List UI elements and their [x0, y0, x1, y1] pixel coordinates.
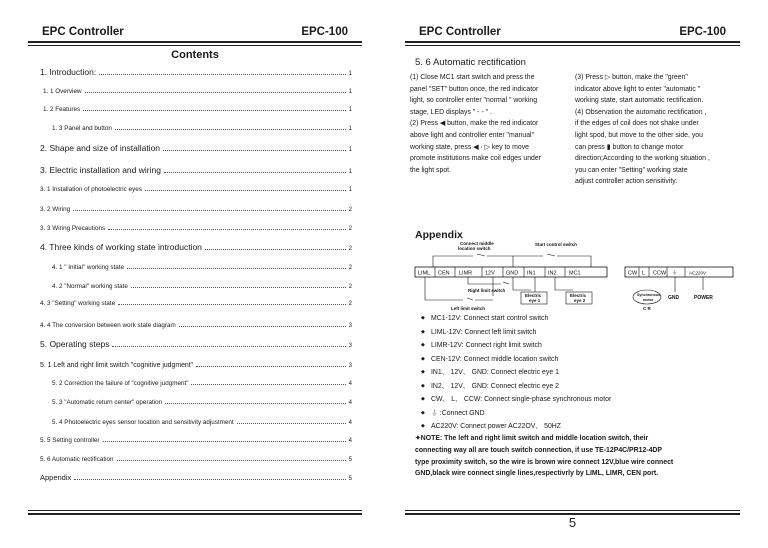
toc-entry-title: 5. 4 Photoelectric eyes sensor location and sensitivity adjustment: [52, 419, 234, 426]
power-label: POWER: [694, 295, 713, 301]
toc-entry-title: 3. 1 Installation of photoelectric eyes: [40, 186, 142, 193]
toc-leader-dots: [85, 86, 346, 93]
toc-entry-page: 2: [348, 226, 352, 232]
eye2-label-2: eye 2: [574, 298, 586, 303]
footer-rule: [28, 513, 362, 515]
gnd-label: GND: [668, 295, 680, 301]
instruction-line: adjust controller action sensitivity.: [575, 178, 678, 186]
instruction-line: if the edges of coil does not shake under: [575, 120, 699, 128]
footer-rule-thin: [28, 510, 362, 511]
toc-entry-title: 1. 3 Panel and button: [52, 125, 112, 132]
wiring-bullet: ◆ IN2、 12V、 GND: Connect electric eye 2: [421, 380, 737, 394]
instruction-line: (1) Close MC1 start switch and press the: [410, 74, 535, 81]
toc-leader-dots: [108, 223, 346, 230]
instruction-line: working state, start automatic rectification.: [575, 97, 704, 105]
instruction-line: promote institutions make coil edges under: [410, 155, 541, 163]
toc-entry-title: 3. 3 Wiring Precautions: [40, 225, 106, 232]
toc-leader-dots: [103, 435, 346, 442]
toc-entry[interactable]: [40, 360, 352, 371]
toc-leader-dots: [115, 123, 346, 130]
toc-entry[interactable]: [40, 378, 352, 389]
instruction-line: above light and controller enter "manual": [410, 131, 535, 139]
header-rule-thin: [405, 45, 740, 46]
toc-entry[interactable]: [40, 143, 352, 154]
toc-entry[interactable]: [40, 67, 352, 78]
toc-entry-title: 1. Introduction:: [40, 67, 97, 77]
toc-entry-title: 1. 2 Features: [43, 106, 81, 113]
instruction-line: working state, press ◀ · ▷ key to move: [410, 143, 529, 151]
toc-entry[interactable]: [40, 435, 352, 446]
toc-leader-dots: [127, 262, 346, 269]
toc-entry-page: 4: [348, 381, 352, 387]
toc-entry-title: 2. Shape and size of installation: [40, 143, 161, 153]
toc-entry-title: 5. Operating steps: [40, 339, 110, 349]
toc-entry-page: 4: [348, 420, 352, 426]
note-line: connecting way all are touch switch connection, if use TE-12P4C/PR12-4DP: [415, 446, 662, 454]
toc-entry-title: 5. 5 Setting controller: [40, 437, 100, 444]
toc-entry[interactable]: [40, 339, 352, 350]
wiring-bullet: ◆ AC220V: Connect power AC22OV、 50HZ: [421, 420, 737, 434]
toc-entry[interactable]: [40, 262, 352, 273]
toc-entry[interactable]: [40, 454, 352, 465]
instruction-line: light, so controller enter "normal " working: [410, 97, 538, 105]
toc-leader-dots: [205, 243, 346, 250]
header-model: EPC-100: [301, 26, 348, 38]
terminal-label: CCW: [653, 270, 667, 277]
wiring-bullet: ◆ ⏚ :Connect GND: [421, 407, 737, 421]
toc-leader-dots: [131, 281, 346, 288]
instruction-line: (2) Press ◀ button, make the red indicator: [410, 120, 539, 128]
toc-leader-dots: [163, 144, 346, 151]
toc-entry-page: 3: [348, 343, 352, 349]
toc-entry-page: 5: [348, 476, 352, 482]
toc-entry-page: 1: [348, 187, 352, 193]
page-number: 5: [568, 515, 577, 530]
toc-entry-title: 3. 2 Wiring: [40, 206, 71, 213]
header-rule: [28, 41, 362, 43]
header-title: EPC Controller: [42, 26, 124, 38]
toc-leader-dots: [117, 454, 346, 461]
toc-entry-page: 1: [348, 126, 352, 132]
motor-label-1: Synchronous: [637, 293, 660, 297]
note-line: type proximity switch, so the wire is brown wire connect 12V,blue wire connect: [415, 458, 674, 466]
instruction-line: the light spot.: [410, 166, 451, 174]
wiring-bullet: ◆ MC1-12V: Connect start control switch: [421, 312, 737, 326]
toc-leader-dots: [191, 378, 345, 385]
toc-entry[interactable]: [40, 86, 352, 97]
toc-entry-title: 4. 1 " Initial" working state: [52, 264, 125, 271]
instruction-line: direction;According to the working situation ,: [575, 155, 710, 163]
toc-leader-dots: [83, 104, 346, 111]
toc-entry-page: 2: [348, 246, 352, 252]
toc-entry-title: 4. 2 "Normal" working state: [52, 283, 128, 290]
header-model: EPC-100: [679, 26, 726, 38]
diagram-label-right-limit: Right limit switch: [468, 288, 506, 293]
section-title: 5. 6 Automatic rectification: [415, 57, 526, 68]
wiring-bullet: ◆ LIMR-12V: Connect right limit switch: [421, 339, 737, 353]
terminal-label: L: [642, 270, 646, 277]
toc-entry-title: 4. 3 "Setting" working state: [40, 300, 116, 307]
terminal-label: LIML: [418, 270, 431, 277]
footer-rule-thin: [405, 510, 740, 511]
toc-entry[interactable]: [40, 123, 352, 134]
toc-entry[interactable]: [40, 281, 352, 292]
toc-entry[interactable]: [40, 223, 352, 234]
instruction-line: can press ▮ button to change motor: [575, 143, 684, 151]
toc-leader-dots: [164, 166, 346, 173]
instruction-line: stage, LED displays " - - " .: [410, 108, 492, 116]
wiring-bullet: ◆ IN1、 12V、 GND: Connect electric eye 1: [421, 366, 737, 380]
instructions-column-right: [575, 72, 740, 188]
eye1-label-2: eye 1: [529, 298, 541, 303]
header-rule: [405, 41, 740, 43]
toc-entry-page: 5: [348, 457, 352, 463]
toc-entry-page: 1: [348, 147, 352, 153]
toc-entry[interactable]: [40, 417, 352, 428]
toc-entry[interactable]: [40, 473, 352, 484]
toc-leader-dots: [196, 360, 346, 367]
note-line: GND,black wire connect single lines,respectivrly by LIML, LIMR, CEN port.: [415, 470, 659, 478]
toc-entry-page: 4: [348, 400, 352, 406]
terminal-label: GND: [506, 270, 519, 277]
terminal-label: 12V: [485, 270, 495, 277]
instruction-line: (4) Observation the automatic rectification ,: [575, 108, 707, 116]
toc-entry-page: 3: [348, 323, 352, 329]
eye2-label-1: Electric: [570, 293, 587, 298]
instruction-line: light spod, but move to the other side, you: [575, 131, 703, 139]
toc-entry-page: 1: [348, 107, 352, 113]
toc-leader-dots: [145, 184, 346, 191]
instruction-line: indicator above light to enter "automatic ": [575, 85, 701, 93]
motor-cr-label: C R: [643, 306, 651, 311]
toc-entry-page: 1: [348, 71, 352, 77]
appendix-title: Appendix: [415, 229, 463, 241]
toc-entry[interactable]: [40, 104, 352, 115]
toc-entry[interactable]: [40, 165, 352, 176]
toc-entry-page: 3: [348, 363, 352, 369]
terminal-label: CW: [628, 270, 638, 277]
toc-entry-page: 2: [348, 284, 352, 290]
toc-leader-dots: [74, 473, 345, 480]
toc-entry-title: 4. Three kinds of working state introduction: [40, 242, 202, 252]
toc-entry-page: 2: [348, 207, 352, 213]
toc-entry[interactable]: [40, 298, 352, 309]
diagram-label-left-limit: Left limit switch: [451, 306, 486, 311]
section-page: [405, 0, 740, 548]
toc-entry-page: 1: [348, 89, 352, 95]
toc-entry[interactable]: [40, 242, 352, 253]
instruction-line: you can enter "Setting" working state: [575, 166, 688, 174]
toc-leader-dots: [179, 320, 346, 327]
toc-entry[interactable]: [40, 397, 352, 408]
note-line: ✦NOTE: The left and right limit switch and middle location switch, their: [415, 435, 649, 442]
page-header: [28, 26, 362, 40]
toc-leader-dots: [99, 68, 345, 75]
toc-leader-dots: [165, 397, 345, 404]
terminal-label: CEN: [438, 270, 450, 277]
wiring-bullet: ◆ CEN-12V: Connect middle location switch: [421, 353, 737, 367]
toc-entry-page: 2: [348, 265, 352, 271]
diagram-label-middle-2: location switch: [458, 246, 491, 251]
terminal-label: ⏚: [672, 270, 678, 277]
toc-entry-title: 3. Electric installation and wiring: [40, 165, 161, 175]
toc-leader-dots: [118, 298, 345, 305]
motor-label-2: motor: [643, 298, 654, 302]
contents-title: Contents: [171, 49, 219, 61]
wiring-diagram: [413, 240, 735, 312]
toc-entry-title: 5. 6 Automatic rectification: [40, 456, 114, 463]
toc-entry[interactable]: [40, 320, 352, 331]
page-header: [405, 26, 740, 40]
header-rule-thin: [28, 45, 362, 46]
wiring-bullet: ◆ CW、 L、 CCW: Connect single-phase synchronous motor: [421, 393, 737, 407]
toc-entry-title: 1. 1 Overview: [43, 88, 82, 95]
toc-entry-title: 4. 4 The conversion between work state diagram: [40, 322, 176, 329]
toc-leader-dots: [73, 204, 346, 211]
terminal-label: IN1: [527, 270, 536, 277]
toc-leader-dots: [112, 340, 345, 347]
terminal-label: MC1: [569, 270, 581, 277]
toc-leader-dots: [237, 417, 346, 424]
contents-page: [28, 0, 362, 548]
toc-entry-title: 5. 1 Left and right limit switch "cognitive judgment": [40, 362, 194, 369]
toc-entry-page: 1: [348, 169, 352, 175]
toc-entry[interactable]: [40, 204, 352, 215]
toc-entry-page: 2: [348, 301, 352, 307]
wiring-note: [415, 433, 741, 480]
instructions-column-left: [410, 72, 575, 176]
instruction-line: panel "SET" button once, the red indicator: [410, 85, 539, 93]
toc-entry-title: Appendix: [40, 473, 72, 482]
toc-entry-page: 4: [348, 438, 352, 444]
toc-entry-title: 5. 2 Correction the failure of "cognitive judgment": [52, 380, 189, 387]
terminal-label: LIMR: [459, 270, 473, 277]
wiring-bullet: ◆ LIML-12V: Connect left limit switch: [421, 326, 737, 340]
diagram-label-start: Start control switch: [535, 242, 578, 247]
diagram-label-middle: Connect middle: [460, 241, 494, 246]
toc-entry-title: 5. 3 "Automatic return center" operation: [52, 399, 163, 406]
eye1-label-1: Electric: [525, 293, 542, 298]
wiring-bullet-list: [421, 312, 737, 434]
header-title: EPC Controller: [419, 26, 501, 38]
terminal-label: AC220V: [689, 270, 707, 276]
instruction-line: (3) Press ▷ button, make the "green": [575, 74, 688, 81]
terminal-label: IN2: [548, 270, 557, 277]
toc-entry[interactable]: [40, 184, 352, 195]
